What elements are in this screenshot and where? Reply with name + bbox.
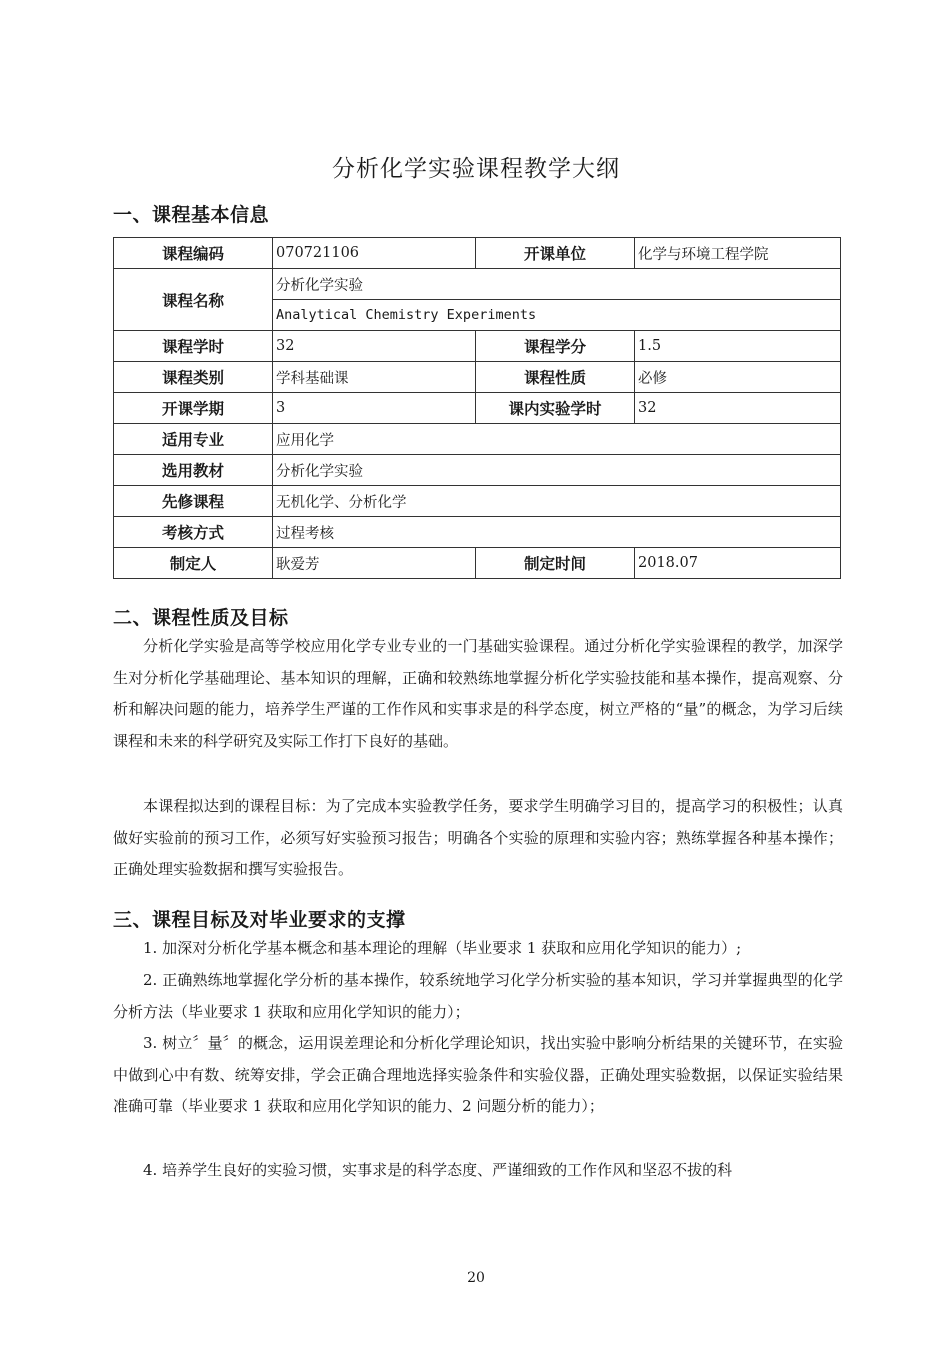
course-credit-value: 1.5 (635, 331, 841, 362)
offering-unit-label: 开课单位 (476, 238, 635, 269)
lab-hours-value: 32 (635, 393, 841, 424)
course-code-label: 课程编码 (114, 238, 273, 269)
major-label: 适用专业 (114, 424, 273, 455)
semester-label: 开课学期 (114, 393, 273, 424)
prerequisite-label: 先修课程 (114, 486, 273, 517)
lab-hours-label: 课内实验学时 (476, 393, 635, 424)
list-item: 3. 树立〞量〞的概念，运用误差理论和分析化学理论知识，找出实验中影响分析结果的关键环节，在实验中做到心中有数、统筹安排，学会正确合理地选择实验条件和实验仪器，正确处理实验数据，以保证实验结果准确可靠（毕业要求 1 获取和应用化学知识的能力、2 问题分析的能力）； (113, 1034, 843, 1115)
offering-unit-value: 化学与环境工程学院 (635, 238, 841, 269)
date-label: 制定时间 (476, 548, 635, 579)
course-info-table (113, 237, 841, 579)
list-item: 1. 加深对分析化学基本概念和基本理论的理解（毕业要求 1 获取和应用化学知识的能力）; (143, 939, 742, 957)
date-value: 2018.07 (635, 548, 841, 579)
table-row (114, 238, 841, 269)
course-name-label: 课程名称 (114, 269, 273, 331)
table-row (114, 455, 841, 486)
table-row (114, 517, 841, 548)
course-code-value: 070721106 (273, 238, 476, 269)
course-category-label: 课程类别 (114, 362, 273, 393)
course-credit-label: 课程学分 (476, 331, 635, 362)
course-name-en-value: Analytical Chemistry Experiments (273, 300, 841, 331)
document-title: 分析化学实验课程教学大纲 (332, 156, 620, 182)
course-hours-value: 32 (273, 331, 476, 362)
textbook-label: 选用教材 (114, 455, 273, 486)
page-number: 20 (467, 1270, 485, 1286)
textbook-value: 分析化学实验 (273, 455, 841, 486)
list-item: 2. 正确熟练地掌握化学分析的基本操作，较系统地学习化学分析实验的基本知识，学习并掌握典型的化学分析方法（毕业要求 1 获取和应用化学知识的能力）； (113, 971, 843, 1021)
paragraph-course-nature: 分析化学实验是高等学校应用化学专业专业的一门基础实验课程。通过分析化学实验课程的教学，加深学生对分析化学基础理论、基本知识的理解，正确和较熟练地掌握分析化学实验技能和基本操作，提高观察、分析和解决问题的能力，培养学生严谨的工作作风和实事求是的科学态度，树立严格的“量”的概念，为学习后续课程和未来的科学研究及实际工作打下良好的基础。 (113, 637, 843, 750)
course-category-value: 学科基础课 (273, 362, 476, 393)
semester-value: 3 (273, 393, 476, 424)
table-row (114, 362, 841, 393)
table-row (114, 331, 841, 362)
section-heading-graduation-support: 三、课程目标及对毕业要求的支撑 (113, 909, 406, 931)
table-row (114, 424, 841, 455)
author-label: 制定人 (114, 548, 273, 579)
course-name-cn-value: 分析化学实验 (273, 269, 841, 300)
section-heading-basic-info: 一、课程基本信息 (113, 204, 270, 226)
table-row (114, 548, 841, 579)
author-value: 耿爱芳 (273, 548, 476, 579)
assessment-label: 考核方式 (114, 517, 273, 548)
section-heading-nature-goals: 二、课程性质及目标 (113, 607, 289, 629)
table-row (114, 269, 841, 300)
paragraph-course-goals: 本课程拟达到的课程目标：为了完成本实验教学任务，要求学生明确学习目的，提高学习的积极性；认真做好实验前的预习工作，必须写好实验预习报告；明确各个实验的原理和实验内容；熟练掌握各种基本操作；正确处理实验数据和撰写实验报告。 (113, 797, 843, 878)
prerequisite-value: 无机化学、分析化学 (273, 486, 841, 517)
course-hours-label: 课程学时 (114, 331, 273, 362)
course-nature-label: 课程性质 (476, 362, 635, 393)
assessment-value: 过程考核 (273, 517, 841, 548)
list-item: 4. 培养学生良好的实验习惯，实事求是的科学态度、严谨细致的工作作风和坚忍不拔的科 (143, 1161, 733, 1179)
course-nature-value: 必修 (635, 362, 841, 393)
major-value: 应用化学 (273, 424, 841, 455)
table-row (114, 393, 841, 424)
table-row (114, 486, 841, 517)
